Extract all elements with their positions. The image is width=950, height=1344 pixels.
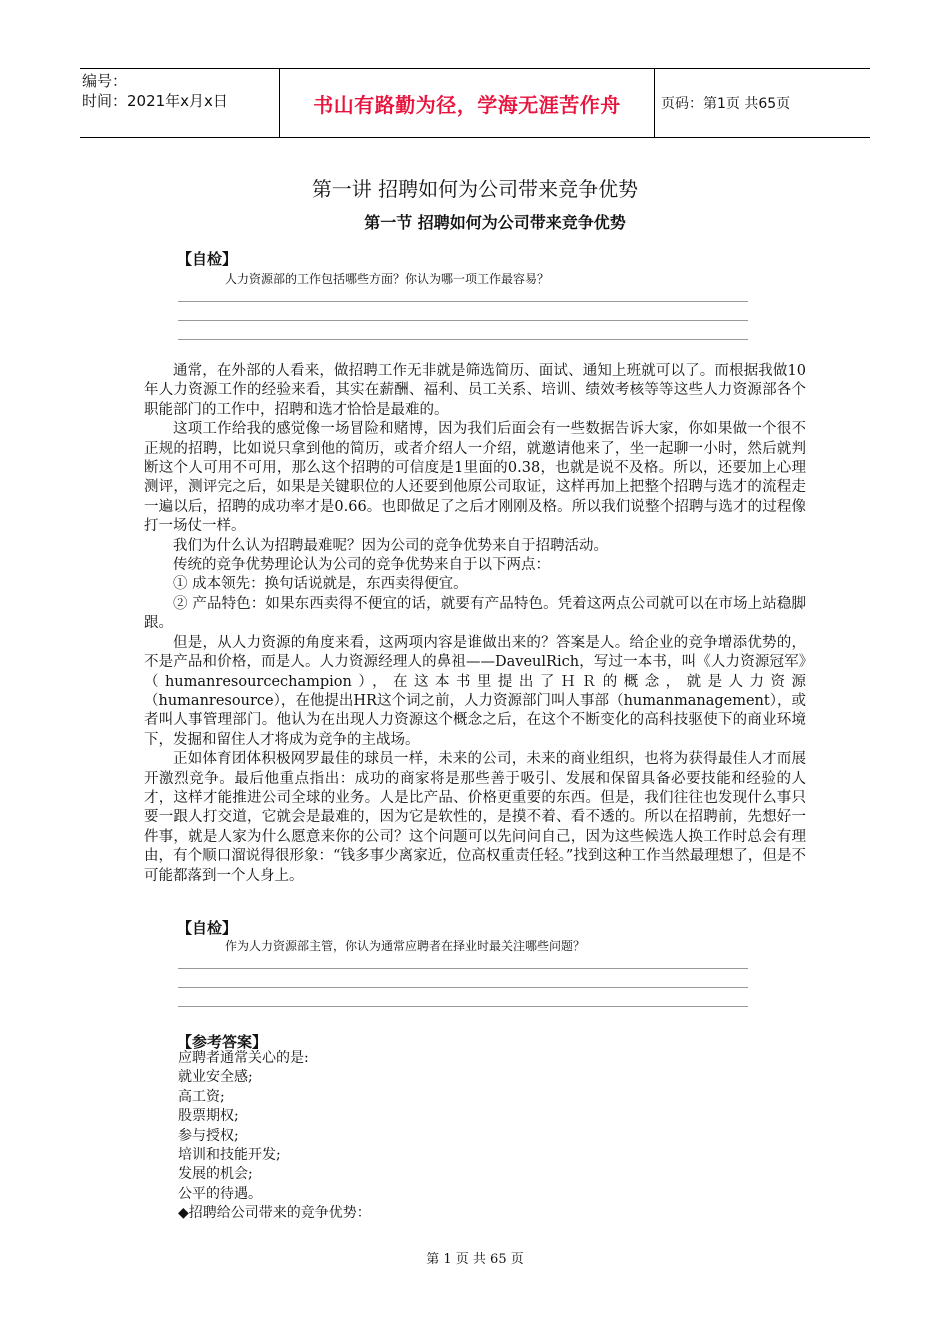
page-header [80,68,870,138]
answer-blank-line [178,320,748,321]
list-item: 就业安全感; [178,1069,253,1086]
list-item: ◆招聘给公司带来的竞争优势： [178,1205,371,1222]
answer-blank-line [178,301,748,302]
header-meta [80,69,280,137]
list-item: 应聘者通常关心的是: [178,1050,309,1066]
self-check-question-2: 作为人力资源部主管，你认为通常应聘者在择业时最关注哪些问题？ [225,939,586,953]
body-paragraph: 正如体育团体积极网罗最佳的球员一样，未来的公司，未来的商业组织，也将为获得最佳人才而展开激烈竞争。最后他重点指出：成功的商家将是那些善于吸引、发展和保留具备必要技能和经验的人才，这样才能推进公司全球的业务。人是比产品、价格更重要的东西。但是，我们往往也发现什么事只要一跟人打交道，它就会是最难的，因为它是软性的，是摸不着、看不透的。所以在招聘前，先想好一件事，就是人家为什么愿意来你的公司？这个问题可以先问问自己，因为这些候选人换工作时总会有理由，有个顺口溜说得很形象：“钱多事少离家近，位高权重责任轻。”找到这种工作当然最理想了，但是不可能都落到一个人身上。 [144,751,806,884]
self-check-question-1: 人力资源部的工作包括哪些方面？你认为哪一项工作最容易？ [225,272,550,286]
list-item: 培训和技能开发; [178,1147,281,1164]
self-check-label-1: 【自检】 [177,250,238,268]
body-paragraph: 这项工作给我的感觉像一场冒险和赌博，因为我们后面会有一些数据告诉大家，你如果做一个很不正规的招聘，比如说只拿到他的简历，或者介绍人一介绍，就邀请他来了，坐一起聊一小时，然后就判断这个人可用不可用，那么这个招聘的可信度是1里面的0.38，也就是说不及格。所以，还要加上心理测评，测评完之后，如果是关键职位的人还要到他原公司取证，这样再加上把整个招聘与选才的流程走一遍以后，招聘的成功率才是0.66。也即做足了之后才刚刚及格。所以我们说整个招聘与选才的过程像打一场仗一样。 [144,421,806,535]
answer-blank-line [178,987,748,988]
reference-answer-label: 【参考答案】 [177,1033,268,1051]
self-check-label-2: 【自检】 [177,919,238,937]
body-paragraph: ② 产品特色：如果东西卖得不便宜的话，就要有产品特色。凭着这两点公司就可以在市场上站稳脚跟。 [144,595,806,632]
date-label: 时间：2021年x月x日 [82,92,228,110]
motto-text: 书山有路勤为径，学海无涯苦作舟 [313,92,621,117]
number-label: 编号： [82,72,128,90]
body-paragraph: 我们为什么认为招聘最难呢？因为公司的竞争优势来自于招聘活动。 [173,537,608,554]
body-paragraph: 但是，从人力资源的角度来看，这两项内容是谁做出来的？答案是人。给企业的竞争增添优势的，不是产品和价格，而是人。人力资源经理人的鼻祖——DaveulRich，写过一本书，叫《人力资源冠军》（humanresourcechampion），在这本书里提出了ＨＲ的概念，就是人力资源（humanresource），在他提出HR这个词之前，人力资源部门叫人事部（humanmanagement），或者叫人事管理部门。他认为在出现人力资源这个概念之后，在这个不断变化的高科技驱使下的商业环境下，发掘和留住人才将成为竞争的主战场。 [144,634,806,748]
main-body [144,362,806,886]
answer-blank-line [178,1006,748,1007]
list-item: 股票期权; [178,1108,239,1125]
list-item: 参与授权; [178,1127,239,1144]
list-item: 高工资; [178,1088,225,1105]
answer-blank-line [178,339,748,340]
header-page-info-cell [655,69,870,137]
answer-blank-line [178,968,748,969]
body-paragraph: 传统的竞争优势理论认为公司的竞争优势来自于以下两点： [173,557,550,574]
reference-answer-list [178,1049,371,1224]
list-item: 公平的待遇。 [178,1185,262,1202]
body-paragraph: 通常，在外部的人看来，做招聘工作无非就是筛选简历、面试、通知上班就可以了。而根据我做10年人力资源工作的经验来看，其实在薪酬、福利、员工关系、培训、绩效考核等等这些人力资源部各个职能部门的工作中，招聘和选才恰恰是最难的。 [144,363,806,418]
page-info: 页码：第1页 共65页 [661,96,791,112]
header-motto-cell [280,69,655,137]
section-title: 第一节 招聘如何为公司带来竞争优势 [364,213,626,232]
page-footer: 第 1 页 共 65 页 [426,1252,524,1267]
body-paragraph: ① 成本领先：换句话说就是，东西卖得便宜。 [173,576,468,593]
list-item: 发展的机会; [178,1166,253,1183]
lecture-title: 第一讲 招聘如何为公司带来竞争优势 [311,177,639,201]
